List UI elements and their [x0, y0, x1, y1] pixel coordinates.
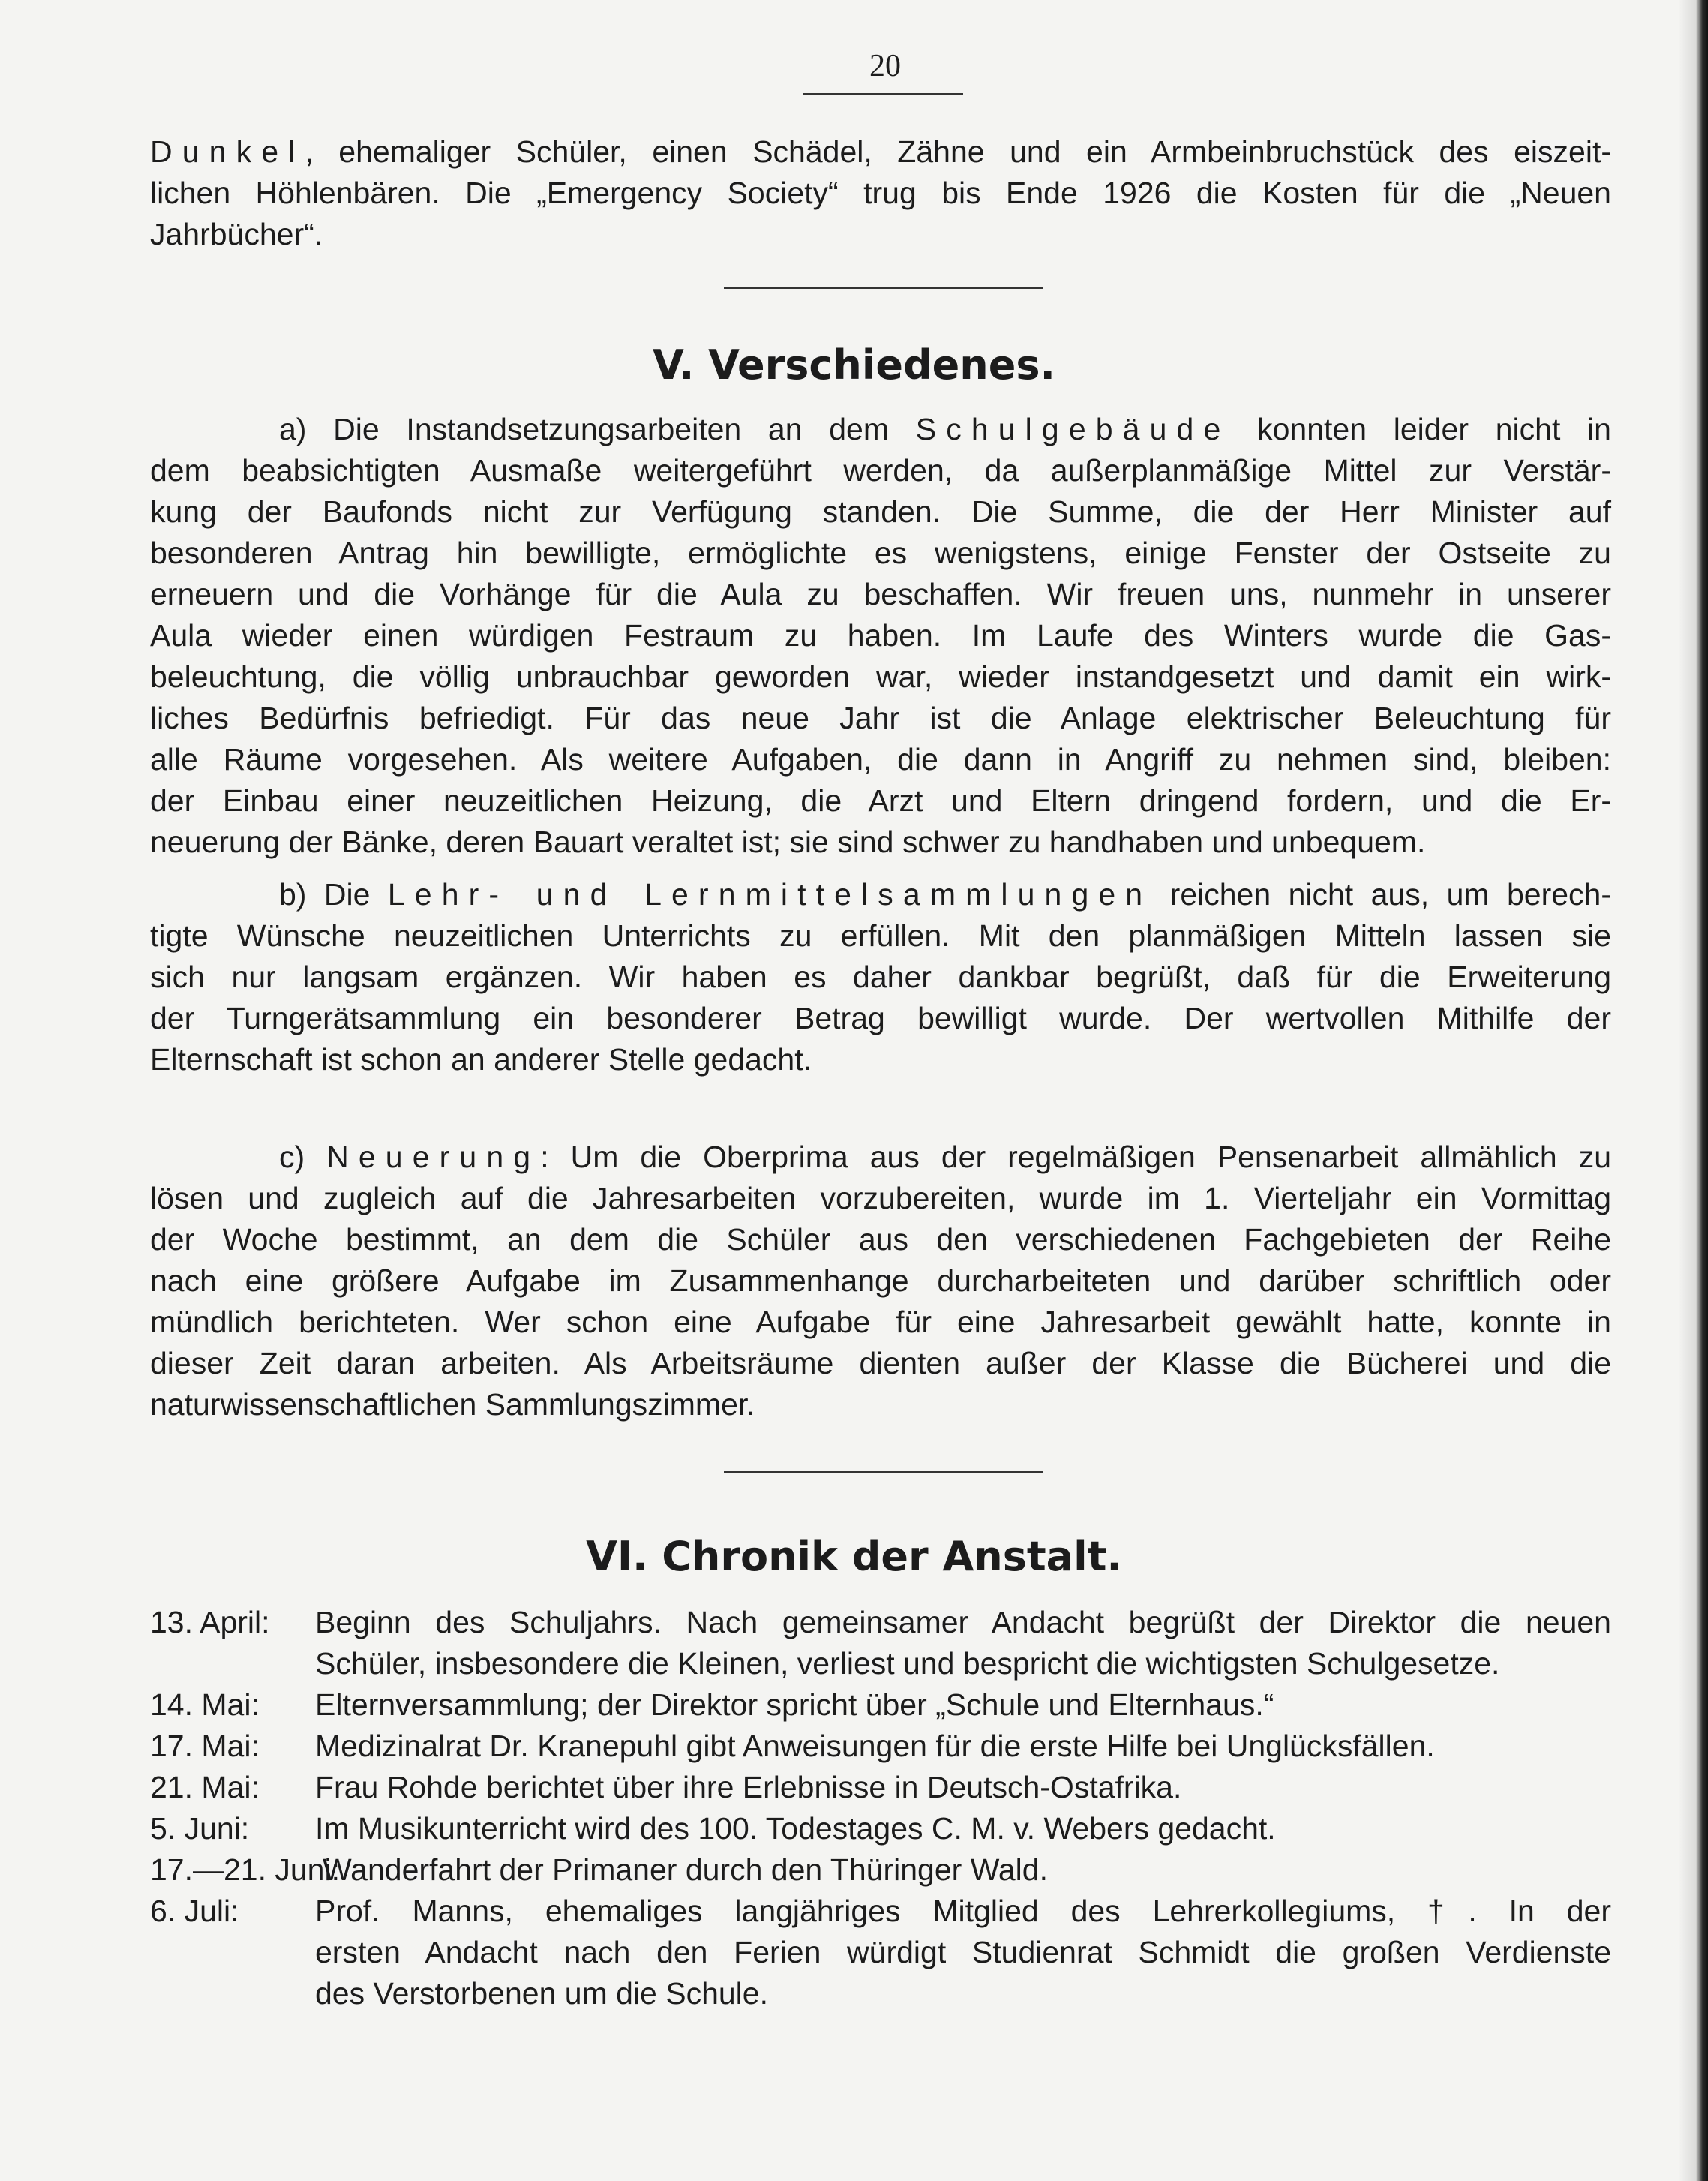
intro-line-1	[150, 131, 1611, 173]
para-b-line: Elternschaft ist schon an anderer Stelle gedacht.	[150, 1042, 812, 1077]
para-c-spaced-word: Neuerung	[326, 1140, 541, 1174]
chronicle-date: 17. Mai:	[150, 1729, 260, 1763]
para-a-line: besonderen Antrag hin bewilligte, ermöglichte es wenigstens, einige Fenster der Ostseite zu	[150, 536, 1611, 570]
chronicle-date: 6. Juli:	[150, 1894, 239, 1928]
chronicle-text: Wanderfahrt der Primaner durch den Thüringer Wald.	[323, 1852, 1048, 1887]
chronicle-date: 5. Juni:	[150, 1811, 250, 1846]
para-a-prefix: a) Die Instandsetzungsarbeiten an dem	[279, 412, 916, 446]
para-b-line-1	[150, 874, 1611, 915]
chronicle-text: des Verstorbenen um die Schule.	[315, 1976, 768, 2011]
chronicle-text: Schüler, insbesondere die Kleinen, verliest und bespricht die wichtigsten Schulgesetze.	[315, 1646, 1500, 1681]
binding-shadow	[1678, 0, 1696, 2181]
chronicle-text: Im Musikunterricht wird des 100. Todestages C. M. v. Webers gedacht.	[315, 1811, 1276, 1846]
intro-name: Dunkel	[150, 134, 305, 169]
intro-line-2: lichen Höhlenbären. Die „Emergency Society“ trug bis Ende 1926 die Kosten für die „Neuen	[150, 176, 1611, 210]
para-b-line: sich nur langsam ergänzen. Wir haben es daher dankbar begrüßt, daß für die Erweiterung	[150, 960, 1611, 994]
para-c-line-1	[150, 1137, 1611, 1178]
para-c-line: mündlich berichteten. Wer schon eine Aufgabe für eine Jahresarbeit gewählt hatte, konnte in	[150, 1305, 1611, 1339]
section-separator	[724, 287, 1043, 289]
para-c-line: dieser Zeit daran arbeiten. Als Arbeitsräume dienten außer der Klasse die Bücherei und die	[150, 1346, 1611, 1380]
para-c-line: nach eine größere Aufgabe im Zusammenhange durcharbeiteten und darüber schriftlich oder	[150, 1263, 1611, 1298]
chronicle-date: 21. Mai:	[150, 1770, 260, 1804]
chronicle-text: Medizinalrat Dr. Kranepuhl gibt Anweisungen für die erste Hilfe bei Unglücksfällen.	[315, 1729, 1435, 1763]
chronicle-text: Elternversammlung; der Direktor spricht über „Schule und Elternhaus.“	[315, 1687, 1274, 1722]
para-a-line: erneuern und die Vorhänge für die Aula zu beschaffen. Wir freuen uns, nunmehr in unserer	[150, 577, 1611, 611]
intro-line-3: Jahrbücher“.	[150, 217, 323, 251]
para-a-line: der Einbau einer neuzeitlichen Heizung, die Arzt und Eltern dringend fordern, und die Er-	[150, 783, 1611, 818]
para-a-line: Aula wieder einen würdigen Festraum zu haben. Im Laufe des Winters wurde die Gas-	[150, 618, 1611, 653]
section-heading-verschiedenes: V. Verschiedenes.	[653, 341, 1055, 389]
intro-line-1-rest: , ehemaliger Schüler, einen Schädel, Zähne und ein Armbeinbruchstück des eiszeit-	[305, 134, 1611, 169]
para-a-line: dem beabsichtigten Ausmaße weitergeführt werden, da außerplanmäßige Mittel zur Verstär-	[150, 453, 1611, 488]
para-c-line: der Woche bestimmt, an dem die Schüler aus den verschiedenen Fachgebieten der Reihe	[150, 1222, 1611, 1257]
chronicle-date: 14. Mai:	[150, 1687, 260, 1722]
para-a-line: beleuchtung, die völlig unbrauchbar geworden war, wieder instandgesetzt und damit ein wirk-	[150, 659, 1611, 694]
para-a-line: alle Räume vorgesehen. Als weitere Aufgaben, die dann in Angriff zu nehmen sind, bleiben:	[150, 742, 1611, 777]
para-b-first-rest: reichen nicht aus, um berech-	[1152, 877, 1612, 912]
para-b-line: der Turngerätsammlung ein besonderer Betrag bewilligt wurde. Der wertvollen Mithilfe der	[150, 1001, 1611, 1035]
chronicle-text: Prof. Manns, ehemaliges langjähriges Mitglied des Lehrerkollegiums, †. In der	[315, 1894, 1611, 1928]
chronicle-text: Frau Rohde berichtet über ihre Erlebnisse in Deutsch-Ostafrika.	[315, 1770, 1182, 1804]
book-binding-edge	[1696, 0, 1708, 2181]
chronicle-date: 13. April:	[150, 1605, 270, 1639]
para-c-prefix: c)	[279, 1140, 327, 1174]
para-b-spaced-word: Lehr- und Lernmittelsammlungen	[387, 877, 1153, 912]
para-a-first-rest: konnten leider nicht in	[1230, 412, 1611, 446]
page-number: 20	[869, 49, 901, 83]
para-a-line: neuerung der Bänke, deren Bauart veraltet ist; sie sind schwer zu handhaben und unbequem.	[150, 825, 1426, 859]
para-b-line: tigte Wünsche neuzeitlichen Unterrichts zu erfüllen. Mit den planmäßigen Mitteln lassen sie	[150, 918, 1611, 953]
section-heading-chronik: VI. Chronik der Anstalt.	[586, 1533, 1122, 1580]
para-a-spaced-word: Schulgebäude	[915, 412, 1231, 446]
section-separator	[724, 1471, 1043, 1473]
para-a-line: kung der Baufonds nicht zur Verfügung standen. Die Summe, die der Herr Minister auf	[150, 494, 1611, 529]
chronicle-text: Beginn des Schuljahrs. Nach gemeinsamer Andacht begrüßt der Direktor die neuen	[315, 1605, 1611, 1639]
para-c-line: naturwissenschaftlichen Sammlungszimmer.	[150, 1387, 755, 1422]
para-c-line: lösen und zugleich auf die Jahresarbeiten vorzubereiten, wurde im 1. Vierteljahr ein Vormittag	[150, 1181, 1611, 1215]
chronicle-text: ersten Andacht nach den Ferien würdigt Studienrat Schmidt die großen Verdienste	[315, 1935, 1611, 1969]
para-a-line: liches Bedürfnis befriedigt. Für das neue Jahr ist die Anlage elektrischer Beleuchtung für	[150, 701, 1611, 735]
page-number-rule	[803, 93, 963, 95]
para-c-first-rest: : Um die Oberprima aus der regelmäßigen Pensenarbeit allmählich zu	[540, 1140, 1611, 1174]
para-b-prefix: b) Die	[279, 877, 388, 912]
chronicle-date: 17.—21. Juni:	[150, 1852, 340, 1887]
para-a-line-1	[150, 409, 1611, 450]
